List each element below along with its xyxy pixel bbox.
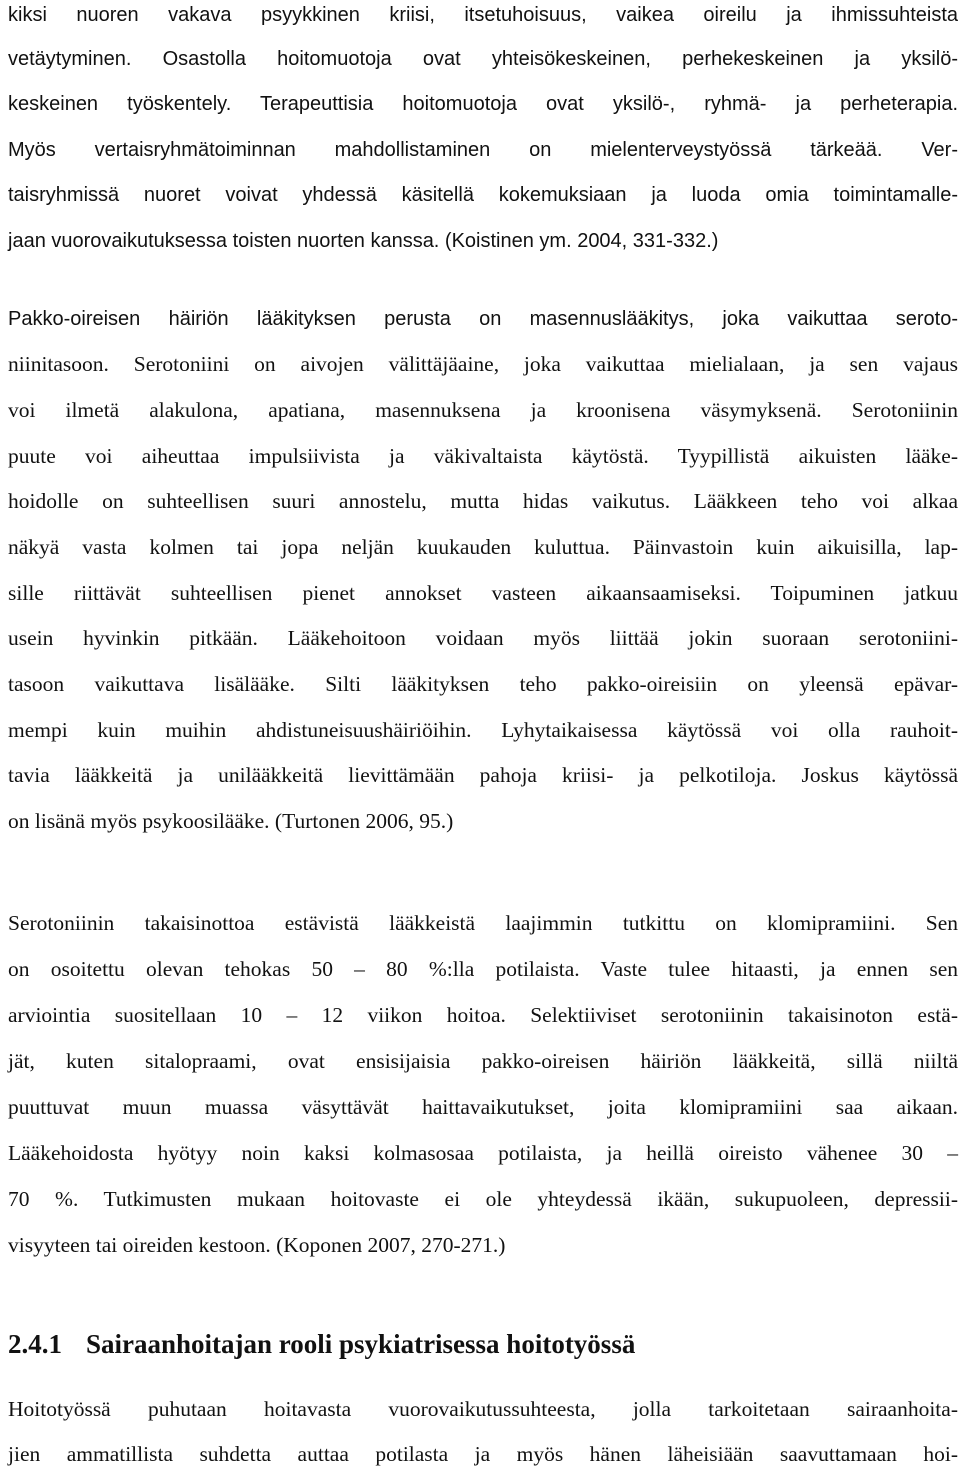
paragraph-line: puuttuvat muun muassa väsyttävät haittavaikutukset, joita klomipramiini saa aikaan. (8, 1095, 958, 1119)
paragraph-line: Hoitotyössä puhutaan hoitavasta vuorovaikutussuhteesta, jolla tarkoitetaan sairaanhoita- (8, 1397, 958, 1421)
paragraph-line: tasoon vaikuttava lisälääke. Silti lääkityksen teho pakko-oireisiin on yleensä epävar- (8, 672, 958, 696)
paragraph-line: hoidolle on suhteellisen suuri annostelu, mutta hidas vaikutus. Lääkkeen teho voi alkaa (8, 489, 958, 513)
paragraph-line: usein hyvinkin pitkään. Lääkehoitoon voidaan myös liittää jokin suoraan serotoniini- (8, 626, 958, 650)
paragraph-line: mempi kuin muihin ahdistuneisuushäiriöihin. Lyhytaikaisessa käytössä voi olla rauhoit- (8, 718, 958, 742)
paragraph-line: Pakko-oireisen häiriön lääkityksen perusta on masennuslääkitys, joka vaikuttaa seroto- (8, 308, 958, 330)
paragraph-line: taisryhmissä nuoret voivat yhdessä käsitellä kokemuksiaan ja luoda omia toimintamalle- (8, 184, 958, 206)
paragraph-line: visyyteen tai oireiden kestoon. (Koponen 2007, 270-271.) (8, 1233, 506, 1257)
paragraph-line: jien ammatillista suhdetta auttaa potilasta ja myös hänen läheisiään saavuttamaan hoi- (8, 1442, 958, 1466)
paragraph-line: Serotoniinin takaisinottoa estävistä lääkkeistä laajimmin tutkittu on klomipramiini. Sen (8, 911, 958, 935)
paragraph-line: on lisänä myös psykoosilääke. (Turtonen 2006, 95.) (8, 809, 454, 833)
paragraph-line: voi ilmetä alakulona, apatiana, masennuksena ja kroonisena väsymyksenä. Serotoniinin (8, 398, 958, 422)
paragraph-line: puute voi aiheuttaa impulsiivista ja väkivaltaista käytöstä. Tyypillistä aikuisten lääke- (8, 444, 958, 468)
paragraph-line: Myös vertaisryhmätoiminnan mahdollistaminen on mielenterveystyössä tärkeää. Ver- (8, 139, 958, 161)
paragraph-line: on osoitettu olevan tehokas 50 – 80 %:lla potilaista. Vaste tulee hitaasti, ja ennen sen (8, 957, 958, 981)
section-title: Sairaanhoitajan rooli psykiatrisessa hoitotyössä (86, 1329, 636, 1359)
paragraph-line: näkyä vasta kolmen tai jopa neljän kuukauden kuluttua. Päinvastoin kuin aikuisilla, lap- (8, 535, 958, 559)
section-number: 2.4.1 (8, 1329, 62, 1359)
paragraph-line: sille riittävät suhteellisen pienet annokset vasteen aikaansaamiseksi. Toipuminen jatkuu (8, 581, 958, 605)
paragraph-line: vetäytyminen. Osastolla hoitomuotoja ovat yhteisökeskeinen, perhekeskeinen ja yksilö- (8, 48, 958, 70)
paragraph-line: niinitasoon. Serotoniini on aivojen välittäjäaine, joka vaikuttaa mielialaan, ja sen vajaus (8, 352, 958, 376)
paragraph-line: jät, kuten sitalopraami, ovat ensisijaisia pakko-oireisen häiriön lääkkeitä, sillä niiltä (8, 1049, 958, 1073)
section-heading (8, 1328, 635, 1360)
paragraph-line: Lääkehoidosta hyötyy noin kaksi kolmasosaa potilaista, ja heillä oireisto vähenee 30 – (8, 1141, 958, 1165)
paragraph-line: tavia lääkkeitä ja unilääkkeitä lievittämään pahoja kriisi- ja pelkotiloja. Joskus käytössä (8, 763, 958, 787)
paragraph-line: arviointia suositellaan 10 – 12 viikon hoitoa. Selektiiviset serotoniinin takaisinoton estä- (8, 1003, 958, 1027)
paragraph-line: kiksi nuoren vakava psyykkinen kriisi, itsetuhoisuus, vaikea oireilu ja ihmissuhteista (8, 4, 958, 26)
paragraph-line: jaan vuorovaikutuksessa toisten nuorten kanssa. (Koistinen ym. 2004, 331-332.) (8, 230, 719, 252)
paragraph-line: 70 %. Tutkimusten mukaan hoitovaste ei ole yhteydessä ikään, sukupuoleen, depressii- (8, 1187, 958, 1211)
paragraph-line: keskeinen työskentely. Terapeuttisia hoitomuotoja ovat yksilö-, ryhmä- ja perheterapia. (8, 93, 958, 115)
